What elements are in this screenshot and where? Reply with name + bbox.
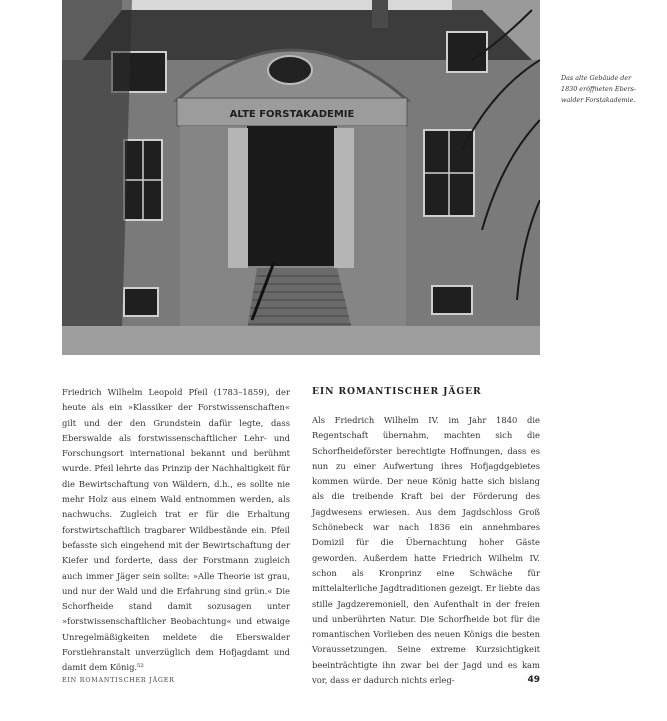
steps	[247, 268, 352, 330]
basement-window-right	[432, 286, 472, 314]
building-photo	[62, 0, 540, 355]
right-text-column	[312, 413, 540, 688]
photo-caption	[561, 73, 661, 106]
dormer-right	[447, 32, 487, 72]
oval-window	[268, 56, 312, 84]
column-left	[228, 128, 248, 268]
left-paragraph: Friedrich Wilhelm Leopold Pfeil (1783–1859), der heute als ein »Klassiker der Forstwissenschaften« gilt und der den Grundstein dafür legte, dass Eberswalde als forstwissenschaftlicher Lehr- und Forschungsort international bekannt und berühmt wurde. Pfeil lehrte das Prinzip der Nachhaltigkeit für die Bewirtschaftung von Wäldern, d.h., es sollte nie mehr Holz aus einem Wald entnommen werden, als nachwuchs. Zugleich trat er für die Erhaltung forstwirtschaftlich tragbarer Wildbestände ein. Pfeil befasste sich eingehend mit der Bewirtschaftung der Kiefer und forderte, dass der Forstmann zugleich auch immer Jäger sein sollte: »Alle Theorie ist grau, und nur der Wald und die Erfahrung sind grün.« Die Schorfheide stand damit sozusagen unter »forstwissenschaftlicher Beobachtung« und etwaige Unregelmäßigkeiten meldete die Eberswalder Forstlehranstalt unverzüglich dem Hofjagdamt und damit dem König.⁵²	[62, 387, 290, 673]
building-illustration	[62, 0, 540, 355]
tree-left	[62, 0, 132, 330]
section-heading: EIN ROMANTISCHER JÄGER	[312, 386, 482, 397]
ground	[62, 326, 540, 355]
doorway	[247, 126, 337, 266]
column-right	[334, 128, 354, 268]
left-text-column	[62, 385, 290, 676]
basement-window-left	[124, 288, 158, 316]
caption-line: 1830 eröffneten Ebers-	[561, 85, 636, 93]
page-number: 49	[527, 675, 540, 685]
sign-text: ALTE FORSTAKADEMIE	[229, 109, 355, 120]
caption-line: walder Forstakademie.	[561, 96, 636, 104]
running-title: EIN ROMANTISCHER JÄGER	[62, 677, 175, 684]
right-paragraph: Als Friedrich Wilhelm IV. im Jahr 1840 die Regentschaft übernahm, machten sich die Schorfheideförster berechtigte Hoffnungen, dass es nun zu einer Aufwertung ihres Hofjagdgebietes kommen würde. Der neue König hatte sich bislang als die treibende Kraft bei der Förderung des Jagdwesens erwiesen. Aus dem Jagdschloss Groß Schönebeck war nach 1836 ein annehmbares Domizil für die Übernachtung hoher Gäste geworden. Außerdem hatte Friedrich Wilhelm IV. schon als Kronprinz eine Schwäche für mittelalterliche Jagdtraditionen gezeigt. Er liebte das stille Jagdzeremoniell, den Aufenthalt in der freien und unberührten Natur. Die Schorfheide bot für die romantischen Vorlieben des neuen Königs die besten Voraussetzungen. Seine extreme Kurzsichtigkeit beeinträchtigte ihn zwar bei der Jagd und es kam vor, dass er dadurch nichts erleg-	[312, 415, 540, 686]
caption-line: Das alte Gebäude der	[561, 74, 632, 82]
